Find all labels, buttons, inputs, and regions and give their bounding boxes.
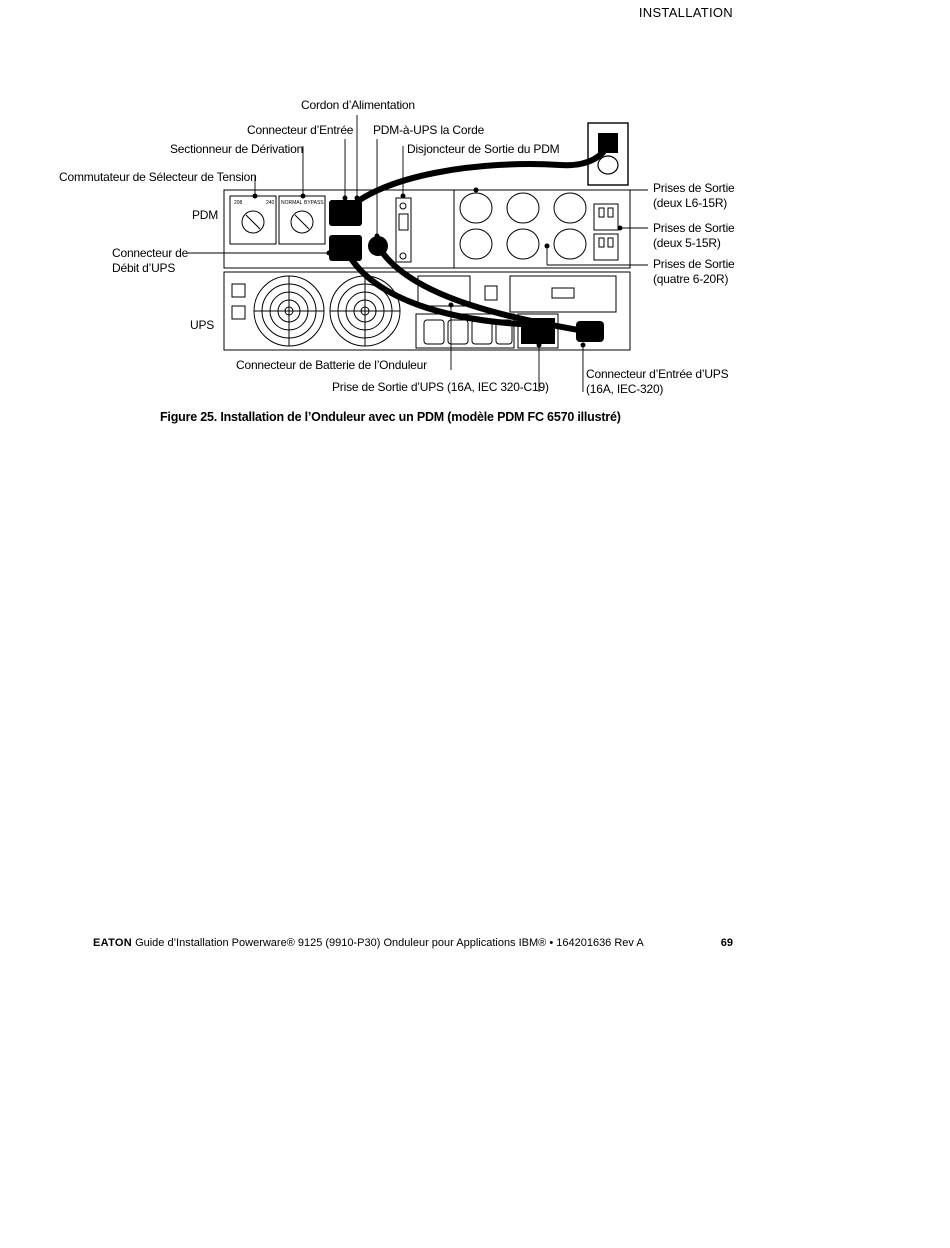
label-connecteur-debit: Connecteur de Débit d’UPS: [112, 246, 189, 275]
pdm-ups-diagram: [0, 0, 950, 440]
db9-port: [552, 288, 574, 298]
footer-brand: EATON: [93, 937, 132, 949]
label-sectionneur: Sectionneur de Dérivation: [170, 142, 304, 156]
label-prise-sortie-ups: Prise de Sortie d’UPS (16A, IEC 320-C19): [332, 380, 549, 394]
label-connecteur-batterie: Connecteur de Batterie de l’Onduleur: [236, 358, 427, 372]
ups-port-2: [232, 306, 245, 319]
label-connecteur-entree: Connecteur d’Entrée: [247, 123, 354, 137]
label-ups: UPS: [190, 318, 215, 332]
section-header: INSTALLATION: [638, 5, 733, 20]
switch-mark-240: 240: [266, 200, 275, 206]
switch-mark-normal: NORMAL: [281, 200, 303, 206]
ups-comm-slot: [510, 276, 616, 312]
label-disjoncteur: Disjoncteur de Sortie du PDM: [407, 142, 560, 156]
page-footer: [93, 937, 733, 949]
label-cordon: Cordon d’Alimentation: [301, 98, 415, 112]
wall-outlet: [588, 123, 628, 185]
page-number: 69: [720, 937, 733, 949]
label-prises-6-20: Prises de Sortie (quatre 6-20R): [653, 257, 735, 286]
installation-figure: [0, 0, 950, 440]
label-pdm-ups-corde: PDM-à-UPS la Corde: [373, 123, 485, 137]
switch-mark-bypass: BYPASS: [304, 200, 324, 206]
label-prises-l6: Prises de Sortie (deux L6-15R): [653, 181, 735, 210]
footer-text: Guide d’Installation Powerware® 9125 (9910-P30) Onduleur pour Applications IBM® • 164201636 Rev A: [135, 937, 644, 949]
label-connecteur-entree-ups: Connecteur d’Entrée d’UPS (16A, IEC-320): [586, 367, 729, 396]
label-commutateur: Commutateur de Sélecteur de Tension: [59, 170, 257, 184]
label-pdm: PDM: [192, 208, 219, 222]
receptacles: [460, 193, 618, 260]
ups-port-1: [232, 284, 245, 297]
label-prises-5-15: Prises de Sortie (deux 5-15R): [653, 221, 735, 250]
figure-caption: Figure 25. Installation de l’Onduleur avec un PDM (modèle PDM FC 6570 illustré): [160, 410, 621, 424]
switch-mark-208: 208: [234, 200, 243, 206]
